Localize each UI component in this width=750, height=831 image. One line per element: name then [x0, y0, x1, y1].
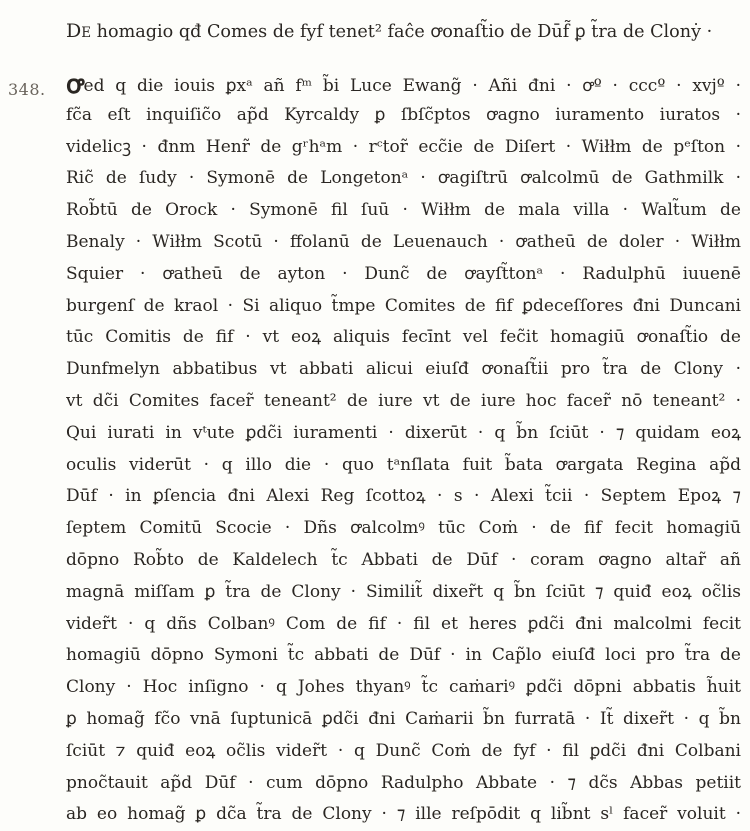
- text-line: Benaly · Wiłłm Scotū · ffolanū de Leuenauch · ꝍatheū de doler · Wiłłm: [66, 231, 741, 252]
- heading-small-caps: E: [81, 25, 92, 41]
- text-line: vt dc̃i Comites facer̃ teneant² de iure vt de iure hoc facer̃ nō teneant² ·: [66, 390, 741, 411]
- text-line: Squier · ꝍatheū de ayton · Dunc̃ de ꝍayſt̃tonᵃ · Radulphū iuuenē: [66, 263, 741, 284]
- text-line: videlicꝫ · đnm Henr̃ de gʳhᵃm · rᶜtor̃ ecc̃ie de Diſert · Wiłłm de pᵉſton ·: [66, 136, 741, 157]
- text-line: Clony · Hoc inſigno · q Johes thyanꝰ t̃c caṁariꝰ ꝑdc̃i dōpni abbatis h̃uit: [66, 677, 741, 698]
- text-line: ab eo homag̃ ꝑ dc̃a t̃ra de Clony · ⁊ ille reſpōdit q lib̃nt sˡ facer̃ voluit ·: [66, 804, 741, 825]
- text-line: dōpno Rob̃to de Kaldelech t̃c Abbati de Dūf · coram ꝍagno altar̃ añ: [66, 549, 741, 570]
- text-line: magnā miſſam ꝑ t̃ra de Clony · Similit̃ dixer̃t q b̃n ſciūt ⁊ quiđ eoꝝ oc̃lis: [66, 581, 741, 602]
- text-line: ſciūt ⁊ quiđ eoꝝ oc̃lis vider̃t · q Dunc̃ Coṁ de fyf · fil ꝑdc̃i đni Colbani: [66, 740, 741, 761]
- text-line: Qui iurati in vᵗute ꝑdc̃i iuramenti · dixerūt · q b̃n ſciūt · ⁊ quidam eoꝝ: [66, 422, 741, 443]
- text-line: oculis viderūt · q illo die · quo tᵃnſlata fuit b̃ata ꝍargata Regina ap̃d: [66, 454, 741, 475]
- text-line: burgenſ de kraol · Si aliquo t̃mpe Comites de fif ꝑdeceſſores đni Duncani: [66, 295, 741, 316]
- entry-text: [66, 68, 741, 831]
- entry-number: 348.: [8, 80, 46, 99]
- text-line: fc̃a eſt inquiſic̃o ap̃d Kyrcaldy ꝑ ſbſc̃ptos ꝍagno iuramento iuratos ·: [66, 104, 741, 125]
- text-line: Ric̃ de ſudy · Symonē de Longetonᵃ · ꝍagiſtrū ꝍalcolmū de Gathmilk ·: [66, 168, 741, 189]
- text-line: ꝍed q die iouis ꝑxᵃ añ fᵐ b̃i Luce Ewang̃ · Añi đni · ꝍº · cccº · xvjº ·: [66, 70, 741, 100]
- text-line: ꝑ homag̃ fc̃o vnā ſuptunicā ꝑdc̃i đni Caṁarii b̃n furratā · It̃ dixer̃t · q b̃n: [66, 708, 741, 729]
- text-line: tūc Comitis de fif · vt eoꝝ aliquis fecīnt vel fec̃it homagiū ꝍonaſt̃io de: [66, 327, 741, 348]
- text-line: vider̃t · q dñs Colbanꝰ Com de fif · fil et heres ꝑdc̃i đni malcolmi fecit: [66, 613, 741, 634]
- decorated-initial: ꝍ: [66, 70, 84, 100]
- heading-initial: D: [66, 20, 82, 42]
- section-heading: [66, 19, 741, 45]
- text-line: pnoc̃tauit ap̃d Dūf · cum dōpno Radulpho Abbate · ⁊ dc̃s Abbas petiit: [66, 772, 741, 793]
- text-line: homagiū dōpno Symoni t̃c abbati de Dūf · in Cap̃lo eiuſđ loci pro t̃ra de: [66, 645, 741, 666]
- text-line: ſeptem Comitū Scocie · Dñs ꝍalcolmꝰ tūc Coṁ · de fif fecit homagiū: [66, 518, 741, 539]
- text-line: Rob̃tū de Orock · Symonē fil ſuū · Wiłłm de mala villa · Walt̃um de: [66, 200, 741, 221]
- heading-text: homagio qđ Comes de fyf tenet² faĉe ꝍonaſt̃io de Dūf̃ ꝑ t̃ra de Clonẏ ·: [91, 22, 713, 42]
- text-line: Dunfmelyn abbatibus vt abbati alicui eiuſđ ꝍonaſt̃ii pro t̃ra de Clony ·: [66, 359, 741, 380]
- text-line: Dūf · in ꝑſencia đni Alexi Reg ſcottoꝝ · s · Alexi t̃cii · Septem Epoꝝ ⁊: [66, 486, 741, 507]
